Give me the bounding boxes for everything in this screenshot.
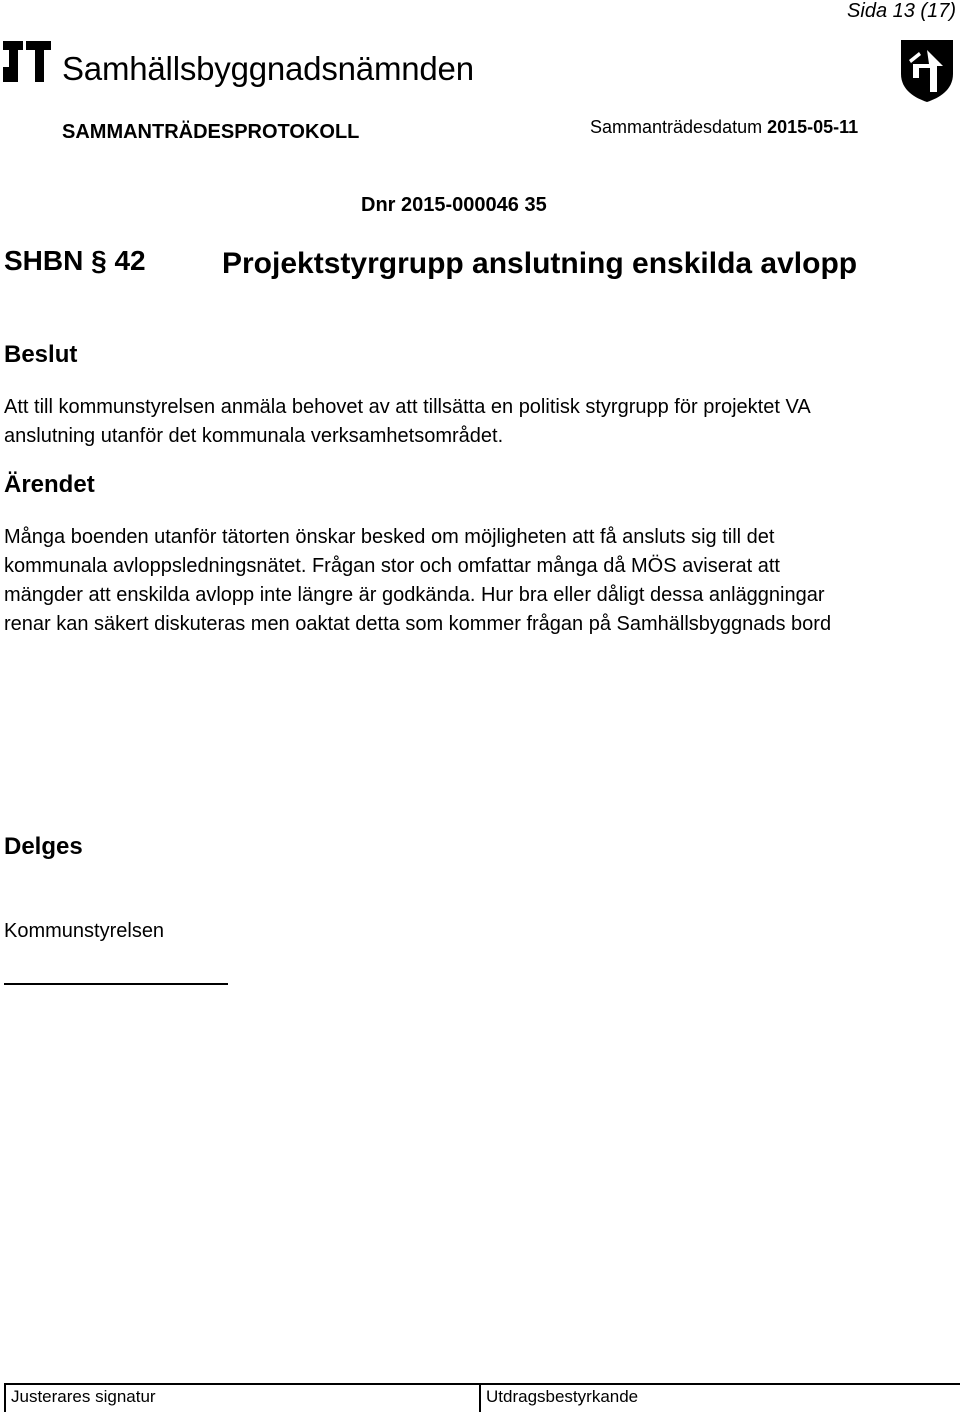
section-id: SHBN § 42 — [4, 245, 146, 276]
meeting-date-label: Sammanträdesdatum — [590, 117, 763, 137]
extract-certification-cell: Utdragsbestyrkande — [486, 1387, 639, 1406]
matter-text: Många boenden utanför tätorten önskar besked om möjligheten att få ansluts sig till det kommunala avloppsledningsnätet. Frågan stor och omfattar många då MÖS aviserat att mängder att enskilda avlopp inte längre är godkända. Hur bra eller dåligt dessa anläggningar renar kan säkert diskuteras men oaktat detta som kommer frågan på Samhällsbyggnads bord — [4, 526, 832, 635]
signature-line — [4, 983, 228, 985]
municipality-logo-icon — [3, 41, 51, 82]
page-number: Sida 13 (17) — [847, 0, 956, 22]
case-number: Dnr 2015-000046 35 — [361, 194, 547, 216]
adjuster-signature-cell: Justerares signatur — [4, 1385, 481, 1412]
protocol-title: SAMMANTRÄDESPROTOKOLL — [62, 121, 360, 143]
decision-text: Att till kommunstyrelsen anmäla behovet av att tillsätta en politisk styrgrupp för projektet VA anslutning utanför det kommunala verksamhetsområdet. — [4, 396, 810, 447]
case-subject: Projektstyrgrupp anslutning enskilda avlopp — [222, 247, 858, 280]
footer-signature-table — [4, 1383, 960, 1412]
decision-heading: Beslut — [4, 341, 78, 368]
distribution-recipient: Kommunstyrelsen — [4, 920, 165, 942]
organization-name: Samhällsbyggnadsnämnden — [62, 50, 474, 87]
matter-heading: Ärendet — [4, 471, 95, 498]
meeting-date-value: 2015-05-11 — [767, 117, 859, 137]
coat-of-arms-icon — [899, 38, 955, 104]
meeting-date — [590, 117, 858, 138]
distribution-heading: Delges — [4, 833, 83, 860]
